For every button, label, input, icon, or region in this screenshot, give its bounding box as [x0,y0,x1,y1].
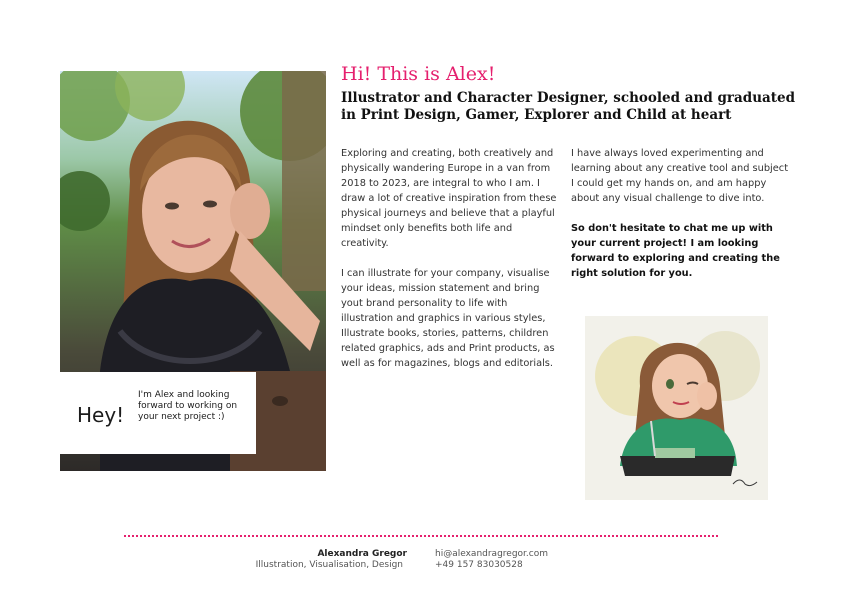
footer-divider [124,535,718,537]
right-paragraph-1: I have always loved experimenting and learning about any creative tool and subject I could get my hands on, and am happy about any visual challenge to dive into. [571,148,789,204]
character-illustration [585,316,768,500]
footer-name: Alexandra Gregor [317,549,407,559]
right-column [571,146,793,296]
left-paragraph-2: I can illustrate for your company, visualise your ideas, mission statement and bring yout brand personality to life with illustration and graphics in various styles, Illustrate books, stories, patterns, children related graphics, ads and Print products, as well as for magazines, blogs and editorials. [341,268,555,369]
portrait-photo [60,71,326,471]
left-column [341,146,559,386]
hey-card [60,372,256,454]
hey-text: Hey! [77,403,125,427]
footer-tagline: Illustration, Visualisation, Design [255,560,403,570]
left-paragraph-1: Exploring and creating, both creatively and physically wandering Europe in a van from 2018 to 2023, are integral to who I am. I draw a lot of creative inspiration from these physical journeys and believe that a playful mindset only benefits both life and creativity. [341,148,557,249]
page-title: Hi! This is Alex! [341,63,496,85]
right-paragraph-2: So don't hesitate to chat me up with your current project! I am looking forward to exploring and creating the right solution for you. [571,223,780,279]
hey-caption: I'm Alex and looking forward to working on your next project :) [138,390,238,422]
page-subtitle: Illustrator and Character Designer, schooled and graduated in Print Design, Gamer, Explorer and Child at heart [341,90,796,123]
character-drawing [585,316,768,500]
footer-phone[interactable]: +49 157 83030528 [435,560,523,570]
footer-email[interactable]: hi@alexandragregor.com [435,549,549,559]
